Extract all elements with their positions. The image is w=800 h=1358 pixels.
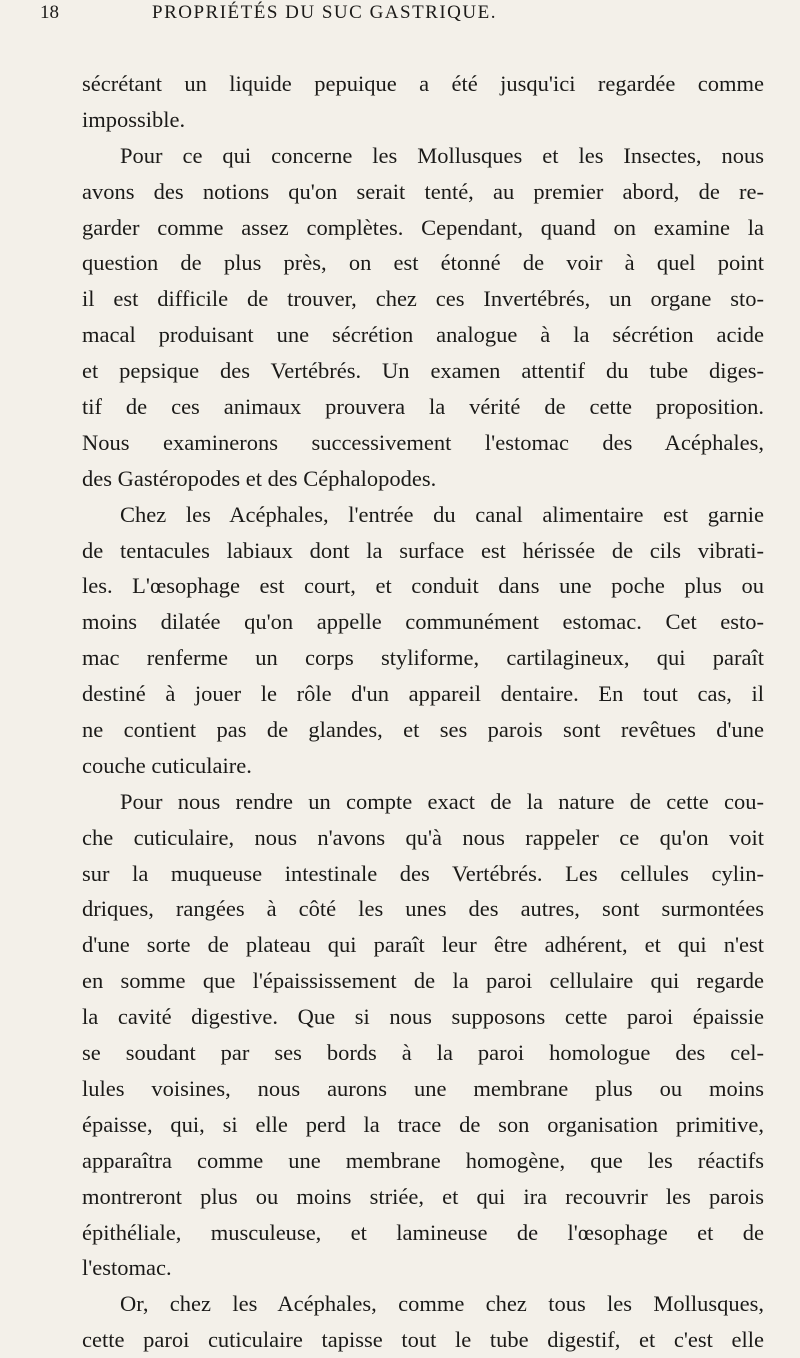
text-line: ne contient pas de glandes, et ses parois sont revêtues d'une — [82, 717, 764, 743]
text-line: sécrétant un liquide pepuique a été jusqu'ici regardée comme — [82, 71, 764, 96]
text-line: et pepsique des Vertébrés. Un examen attentif du tube diges- — [82, 358, 764, 384]
text-line: épaisse, qui, si elle perd la trace de son organisation primitive, — [82, 1111, 764, 1137]
text-line: montreront plus ou moins striée, et qui ira recouvrir les parois — [82, 1183, 764, 1209]
text-line: Pour nous rendre un compte exact de la nature de cette cou- — [120, 788, 764, 814]
text-line: se soudant par ses bords à la paroi homologue des cel- — [82, 1040, 764, 1066]
text-line: cette paroi cuticulaire tapisse tout le tube digestif, et c'est elle — [82, 1327, 764, 1353]
text-line: couche cuticulaire. — [82, 752, 252, 778]
running-header — [40, 2, 760, 32]
text-line: Pour ce qui concerne les Mollusques et les Insectes, nous — [120, 142, 764, 168]
text-line: Chez les Acéphales, l'entrée du canal alimentaire est garnie — [120, 501, 764, 527]
text-line: la cavité digestive. Que si nous supposons cette paroi épaissie — [82, 1004, 764, 1030]
text-line: de tentacules labiaux dont la surface est hérissée de cils vibrati- — [82, 537, 764, 563]
text-line: l'estomac. — [82, 1255, 172, 1281]
text-line: il est difficile de trouver, chez ces Invertébrés, un organe sto- — [82, 286, 764, 312]
text-line: impossible. — [82, 106, 186, 132]
text-line: les. L'œsophage est court, et conduit dans une poche plus ou — [82, 573, 764, 599]
text-line: destiné à jouer le rôle d'un appareil dentaire. En tout cas, il — [82, 681, 764, 707]
running-title: PROPRIÉTÉS DU SUC GASTRIQUE. — [152, 2, 497, 23]
text-line: garder comme assez complètes. Cependant, quand on examine la — [82, 214, 764, 240]
text-line: question de plus près, on est étonné de voir à quel point — [82, 250, 764, 276]
page-number: 18 — [40, 2, 59, 23]
text-line: sur la muqueuse intestinale des Vertébrés. Les cellules cylin- — [82, 860, 764, 886]
text-line: tif de ces animaux prouvera la vérité de cette proposition. — [82, 394, 764, 420]
text-line: des Gastéropodes et des Céphalopodes. — [82, 465, 437, 491]
page-body-text — [82, 66, 764, 1358]
text-line: driques, rangées à côté les unes des autres, sont surmontées — [82, 896, 764, 922]
text-line: en somme que l'épaississement de la paroi cellulaire qui regarde — [82, 968, 764, 994]
text-line: Nous examinerons successivement l'estomac des Acéphales, — [82, 429, 764, 455]
text-line: che cuticulaire, nous n'avons qu'à nous rappeler ce qu'on voit — [82, 824, 764, 850]
text-line: apparaîtra comme une membrane homogène, que les réactifs — [82, 1147, 764, 1173]
text-line: avons des notions qu'on serait tenté, au premier abord, de re- — [82, 178, 764, 204]
text-line: Or, chez les Acéphales, comme chez tous les Mollusques, — [120, 1291, 764, 1317]
text-line: mac renferme un corps styliforme, cartilagineux, qui paraît — [82, 645, 764, 671]
text-line: lules voisines, nous aurons une membrane plus ou moins — [82, 1075, 764, 1101]
text-line: moins dilatée qu'on appelle communément estomac. Cet esto- — [82, 609, 764, 635]
text-line: épithéliale, musculeuse, et lamineuse de l'œsophage et de — [82, 1219, 764, 1245]
text-line: d'une sorte de plateau qui paraît leur être adhérent, et qui n'est — [82, 932, 764, 958]
text-line: macal produisant une sécrétion analogue à la sécrétion acide — [82, 322, 764, 348]
